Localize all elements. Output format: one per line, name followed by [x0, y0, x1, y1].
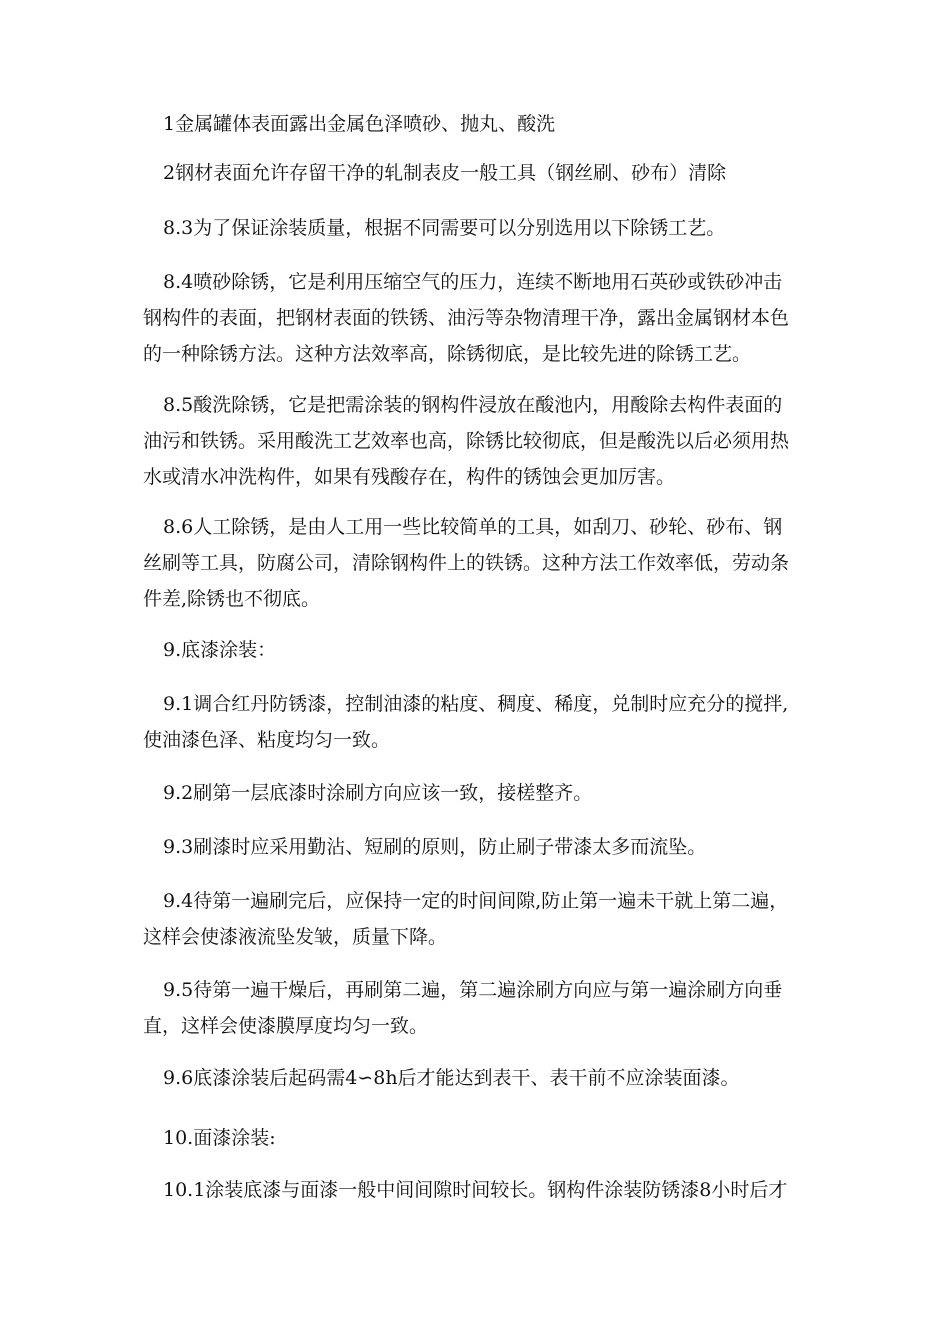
text-line: 钢构件的表面，把钢材表面的铁锈、油污等杂物清理干净，露出金属钢材本色 — [143, 307, 790, 329]
text-line: 8.6人工除锈，是由人工用一些比较简单的工具，如刮刀、砂轮、砂布、钢 — [163, 516, 783, 538]
text-line: 9.4待第一遍刷完后，应保持一定的时间间隙,防止第一遍未干就上第二遍， — [163, 890, 789, 912]
text-line: 9.底漆涂装： — [163, 639, 277, 661]
text-line: 这样会使漆液流坠发皱，质量下降。 — [143, 926, 448, 948]
text-line: 件差,除锈也不彻底。 — [143, 588, 321, 610]
paragraph-13 — [143, 1060, 811, 1096]
text-line: 9.3刷漆时应采用勤沾、短刷的原则，防止刷子带漆太多而流坠。 — [163, 836, 707, 858]
paragraph-8 — [143, 686, 811, 758]
text-line: 8.4喷砂除锈，它是利用压缩空气的压力，连续不断地用石英砂或铁砂冲击 — [163, 271, 783, 293]
paragraph-6 — [143, 509, 811, 617]
text-line: 2钢材表面允许存留干净的轧制表皮一般工具（钢丝刷、砂布）清除 — [163, 162, 727, 184]
paragraph-5 — [143, 387, 811, 495]
text-line: 9.2刷第一层底漆时涂刷方向应该一致，接槎整齐。 — [163, 782, 593, 804]
paragraph-2 — [143, 155, 811, 191]
text-line: 8.3为了保证涂装质量，根据不同需要可以分别选用以下除锈工艺。 — [163, 217, 726, 239]
paragraph-4 — [143, 264, 811, 372]
paragraph-7 — [143, 632, 811, 668]
text-line: 水或清水冲洗构件，如果有残酸存在，构件的锈蚀会更加厉害。 — [143, 466, 676, 488]
text-line: 丝刷等工具，防腐公司，清除钢构件上的铁锈。这种方法工作效率低，劳动条 — [143, 552, 790, 574]
text-line: 1金属罐体表面露出金属色泽喷砂、抛丸、酸洗 — [163, 113, 556, 135]
paragraph-9 — [143, 775, 811, 811]
text-line: 10.面漆涂装: — [163, 1127, 276, 1149]
text-line: 9.1调合红丹防锈漆，控制油漆的粘度、稠度、稀度，兑制时应充分的搅拌, — [163, 693, 789, 715]
text-line: 10.1涂装底漆与面漆一般中间间隙时间较长。钢构件涂装防锈漆8小时后才 — [163, 1179, 788, 1201]
paragraph-12 — [143, 972, 811, 1044]
text-line: 9.6底漆涂装后起码需4∽8h后才能达到表干、表干前不应涂装面漆。 — [163, 1067, 740, 1089]
text-line: 油污和铁锈。采用酸洗工艺效率也高，除锈比较彻底，但是酸洗以后必须用热 — [143, 430, 790, 452]
paragraph-14 — [143, 1120, 811, 1156]
text-line: 8.5酸洗除锈，它是把需涂装的钢构件浸放在酸池内，用酸除去构件表面的 — [163, 394, 783, 416]
text-line: 直，这样会使漆膜厚度均匀一致。 — [143, 1015, 429, 1037]
paragraph-1 — [143, 106, 811, 142]
paragraph-15 — [143, 1172, 811, 1208]
text-line: 9.5待第一遍干燥后，再刷第二遍，第二遍涂刷方向应与第一遍涂刷方向垂 — [163, 979, 783, 1001]
text-line: 使油漆色泽、粘度均匀一致。 — [143, 729, 391, 751]
paragraph-3 — [143, 210, 811, 246]
paragraph-11 — [143, 883, 811, 955]
text-line: 的一种除锈方法。这种方法效率高，除锈彻底，是比较先进的除锈工艺。 — [143, 343, 752, 365]
paragraph-10 — [143, 829, 811, 865]
